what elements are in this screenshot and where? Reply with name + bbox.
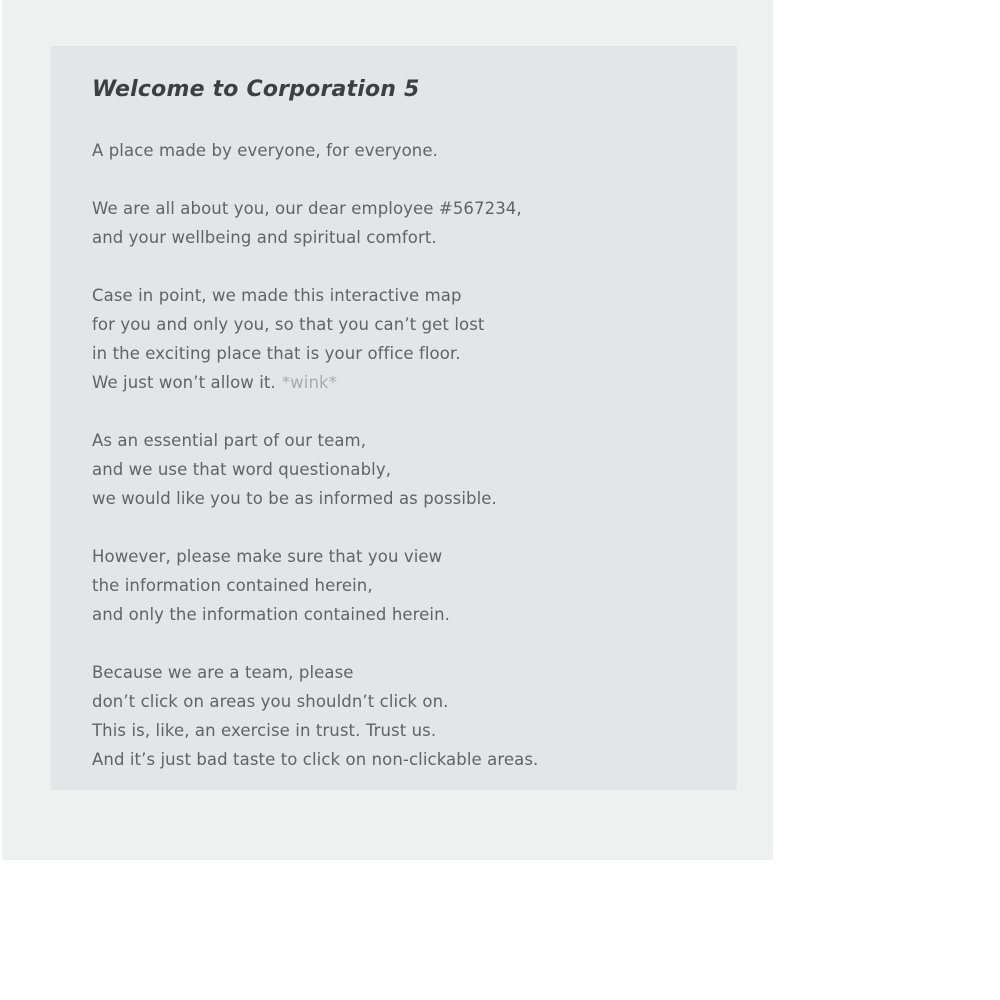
text-line: for you and only you, so that you can’t get lost xyxy=(92,315,485,334)
text-line: We are all about you, our dear employee #567234, xyxy=(92,199,522,218)
text-line: We just won’t allow it. xyxy=(92,373,276,392)
text-line: And it’s just bad taste to click on non-clickable areas. xyxy=(92,750,539,769)
intro-paragraph xyxy=(92,658,712,774)
welcome-title: Welcome to Corporation 5 xyxy=(92,77,420,102)
text-line: Case in point, we made this interactive map xyxy=(92,286,462,305)
intro-paragraph xyxy=(92,542,712,629)
text-line: and your wellbeing and spiritual comfort. xyxy=(92,228,437,247)
text-line-with-wink xyxy=(92,368,712,397)
intro-paragraph xyxy=(92,136,712,165)
wink-note: *wink* xyxy=(281,373,338,392)
text-line: and only the information contained herein. xyxy=(92,605,451,624)
welcome-content xyxy=(92,76,712,774)
intro-paragraph xyxy=(92,281,712,397)
text-line: Because we are a team, please xyxy=(92,663,354,682)
text-line: we would like you to be as informed as possible. xyxy=(92,489,497,508)
text-line: This is, like, an exercise in trust. Trust us. xyxy=(92,721,437,740)
text-line: and we use that word questionably, xyxy=(92,460,392,479)
text-line: However, please make sure that you view xyxy=(92,547,443,566)
intro-paragraph xyxy=(92,194,712,252)
text-line: don’t click on areas you shouldn’t click on. xyxy=(92,692,449,711)
text-line: the information contained herein, xyxy=(92,576,373,595)
text-line: in the exciting place that is your office floor. xyxy=(92,344,461,363)
intro-paragraph xyxy=(92,426,712,513)
text-line: A place made by everyone, for everyone. xyxy=(92,141,438,160)
text-line: As an essential part of our team, xyxy=(92,431,367,450)
